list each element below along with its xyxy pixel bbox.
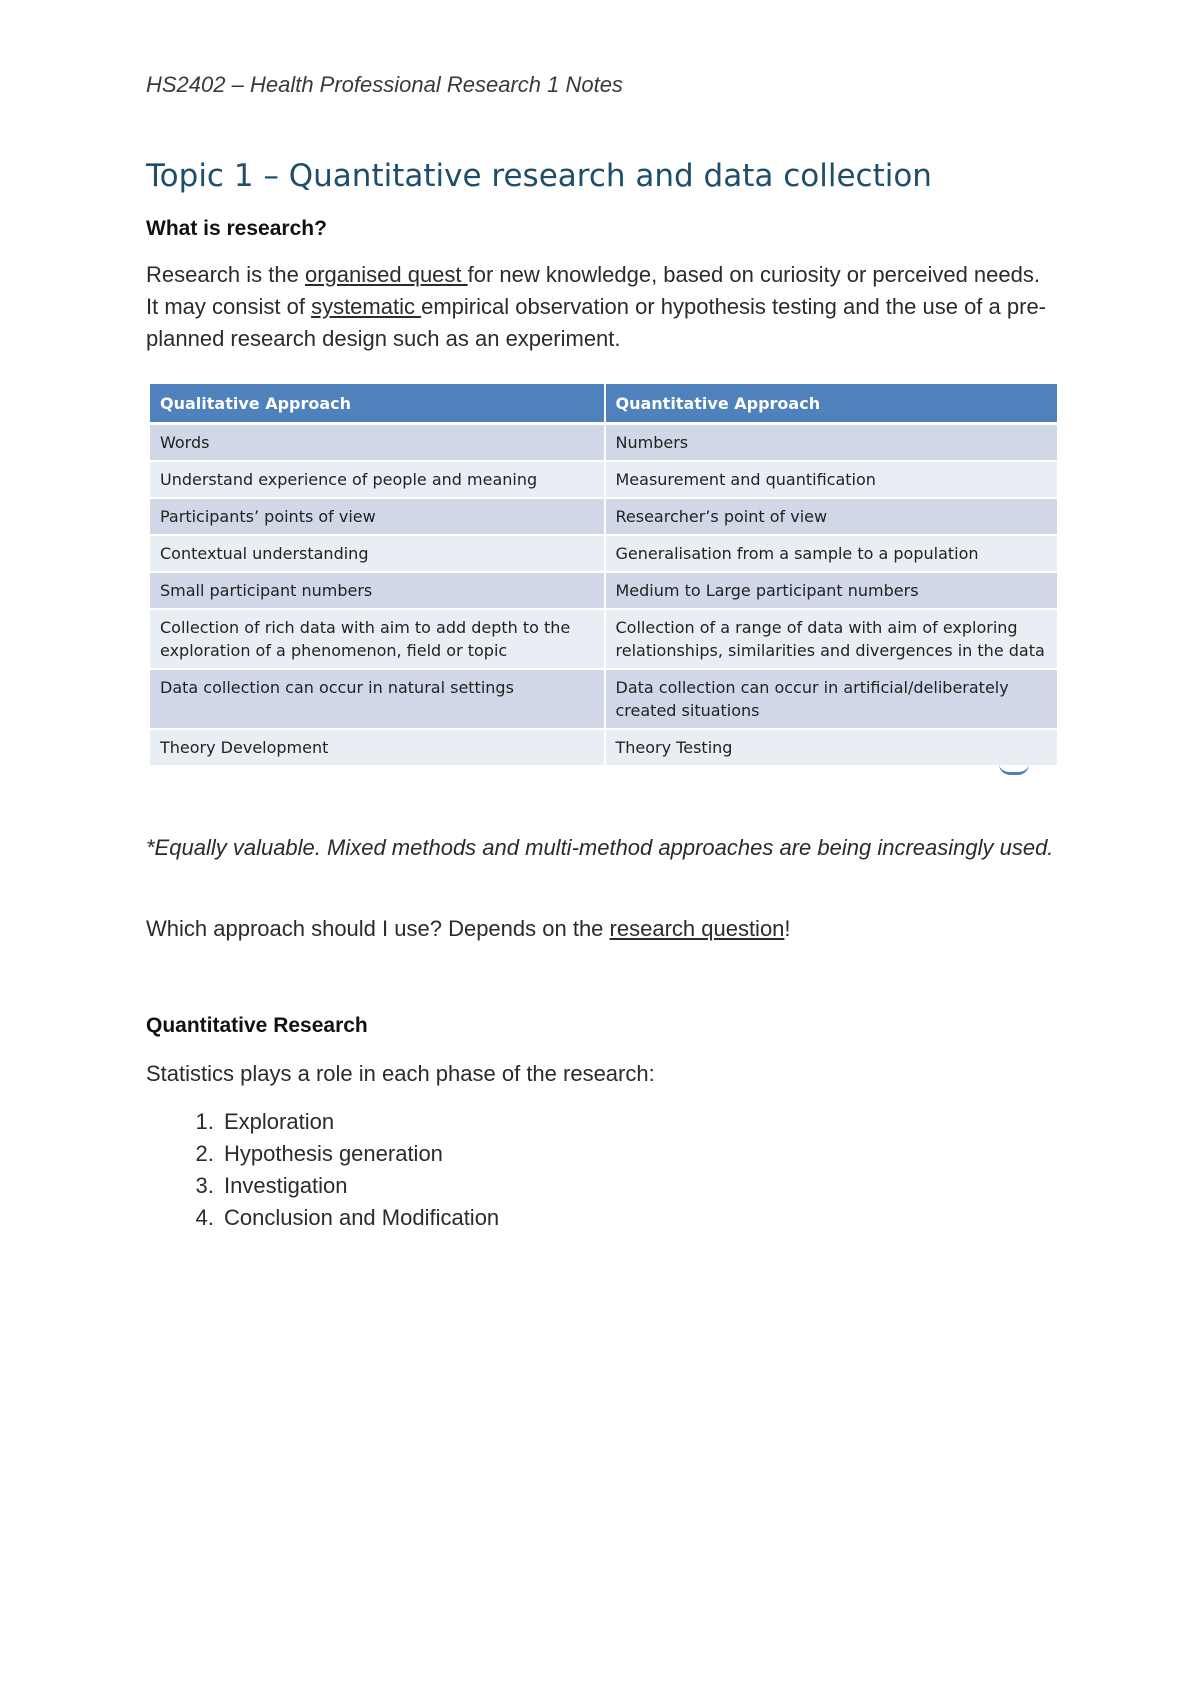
qualitative-cell: Contextual understanding: [150, 536, 604, 573]
quantitative-cell: Generalisation from a sample to a population: [604, 536, 1058, 573]
equally-valuable-note: *Equally valuable. Mixed methods and multi-method approaches are being increasingly used.: [146, 835, 1054, 860]
quantitative-cell: Theory Testing: [604, 730, 1058, 767]
statistics-intro: Statistics plays a role in each phase of the research:: [146, 1061, 655, 1086]
quantitative-cell: Data collection can occur in artificial/deliberately created situations: [604, 670, 1058, 730]
qualitative-cell: Small participant numbers: [150, 573, 604, 610]
underlined-systematic: systematic: [311, 294, 422, 319]
which-approach-end: !: [784, 916, 791, 941]
qualitative-cell: Participants’ points of view: [150, 499, 604, 536]
qualitative-cell: Understand experience of people and meaning: [150, 462, 604, 499]
table-row: [150, 610, 1057, 670]
definition-text-part: empirical observation or hypothesis testing and the use of a pre-planned research design such as an experiment.: [146, 294, 1046, 351]
quantitative-cell: Numbers: [604, 425, 1058, 462]
topic-title: Topic 1 – Quantitative research and data collection: [146, 158, 932, 194]
course-header: HS2402 – Health Professional Research 1 Notes: [146, 72, 623, 97]
what-is-research-heading: What is research?: [146, 217, 327, 240]
qualitative-header: Qualitative Approach: [150, 384, 604, 425]
table-header-row: [150, 384, 1057, 425]
research-phases-list: [146, 1106, 499, 1234]
which-approach-text: Which approach should I use? Depends on the: [146, 916, 610, 941]
table-row: [150, 462, 1057, 499]
quantitative-cell: Researcher’s point of view: [604, 499, 1058, 536]
quantitative-cell: Measurement and quantification: [604, 462, 1058, 499]
table-row: [150, 499, 1057, 536]
list-item: 1. Exploration: [220, 1106, 499, 1138]
underlined-research-question: research question: [609, 916, 785, 941]
qualitative-cell: Data collection can occur in natural settings: [150, 670, 604, 730]
quantitative-header: Quantitative Approach: [604, 384, 1058, 425]
definition-text-part: Research is the: [146, 262, 305, 287]
table-row: [150, 425, 1057, 462]
qualitative-cell: Words: [150, 425, 604, 462]
table-decoration-mark: [999, 764, 1029, 775]
table-row: [150, 536, 1057, 573]
qualitative-cell: Theory Development: [150, 730, 604, 767]
definition-text-part: for new knowledge, based on curiosity or perceived needs. It may consist of: [146, 262, 1040, 319]
list-item: 4. Conclusion and Modification: [220, 1202, 499, 1234]
qualitative-cell: Collection of rich data with aim to add depth to the exploration of a phenomenon, field or topic: [150, 610, 604, 670]
quantitative-cell: Collection of a range of data with aim of exploring relationships, similarities and divergences in the data: [604, 610, 1058, 670]
list-item: 2. Hypothesis generation: [220, 1138, 499, 1170]
list-item: 3. Investigation: [220, 1170, 499, 1202]
table-row: [150, 670, 1057, 730]
quantitative-research-heading: Quantitative Research: [146, 1014, 368, 1037]
underlined-organised-quest: organised quest: [304, 262, 468, 287]
quantitative-cell: Medium to Large participant numbers: [604, 573, 1058, 610]
research-definition-paragraph: [146, 259, 1056, 355]
table-row: [150, 730, 1057, 767]
approach-comparison-table: [150, 384, 1057, 767]
table-row: [150, 573, 1057, 610]
which-approach-line: [146, 913, 1056, 945]
approach-comparison-table-wrapper: [150, 384, 1057, 767]
